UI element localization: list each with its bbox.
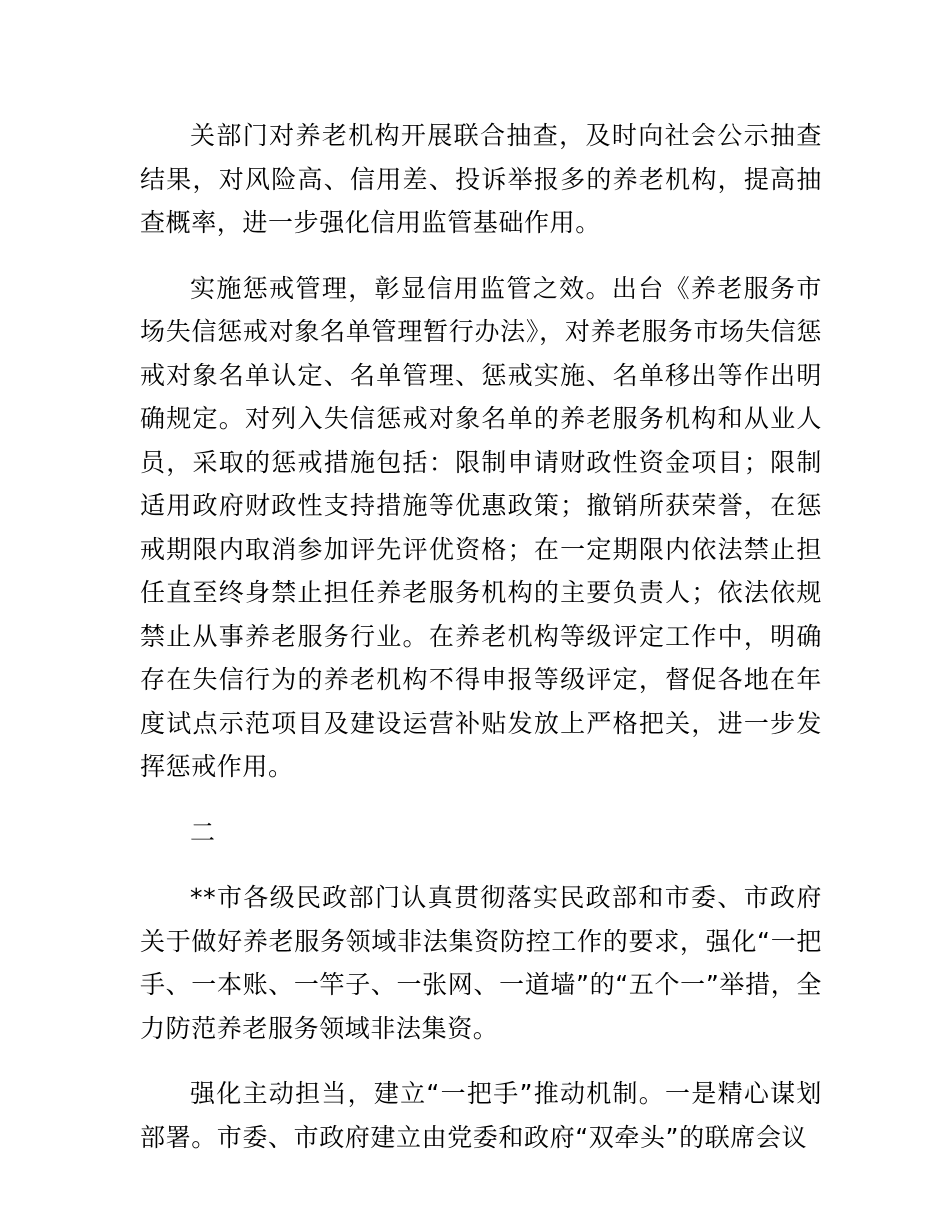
paragraph-credit-inspection: 关部门对养老机构开展联合抽查，及时向社会公示抽查结果，对风险高、信用差、投诉举报多的养老机构，提高抽查概率，进一步强化信用监管基础作用。: [140, 121, 822, 237]
paragraph-illegal-fundraising: **市各级民政部门认真贯彻落实民政部和市委、市政府关于做好养老服务领域非法集资防控工作的要求，强化“一把手、一本账、一竿子、一张网、一道墙”的“五个一”举措，全力防范养老服务领域非法集资。: [140, 883, 822, 1043]
paragraph-leadership-mechanism: 强化主动担当，建立“一把手”推动机制。一是精心谋划部署。市委、市政府建立由党委和政府“双牵头”的联席会议: [140, 1079, 822, 1152]
document-body: [140, 114, 822, 1181]
paragraph-punishment-management: 实施惩戒管理，彰显信用监管之效。出台《养老服务市场失信惩戒对象名单管理暂行办法》，对养老服务市场失信惩戒对象名单认定、名单管理、惩戒实施、名单移出等作出明确规定。对列入失信惩戒对象名单的养老服务机构和从业人员，采取的惩戒措施包括：限制申请财政性资金项目；限制适用政府财政性支持措施等优惠政策；撤销所获荣誉，在惩戒期限内取消参加评先评优资格；在一定期限内依法禁止担任直至终身禁止担任养老服务机构的主要负责人；依法依规禁止从事养老服务行业。在养老机构等级评定工作中，明确存在失信行为的养老机构不得申报等级评定，督促各地在年度试点示范项目及建设运营补贴发放上严格把关，进一步发挥惩戒作用。: [140, 273, 822, 781]
section-heading: 二: [190, 817, 216, 847]
